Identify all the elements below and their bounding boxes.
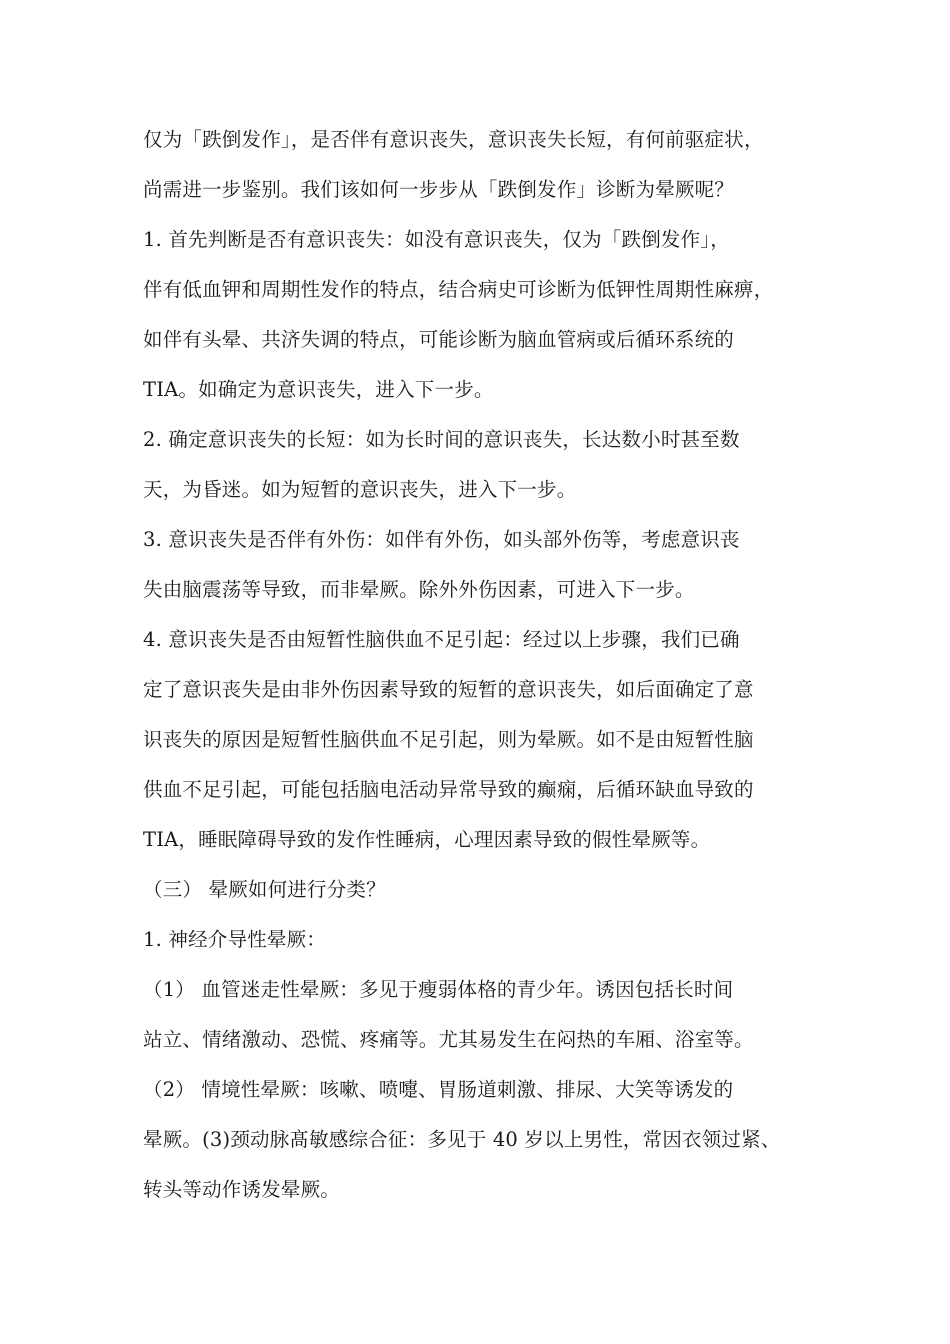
text-line: 站立、情绪激动、恐慌、疼痛等。尤其易发生在闷热的车厢、浴室等。	[143, 1028, 754, 1051]
text-line: 仅为「跌倒发作」，是否伴有意识丧失，意识丧失长短，有何前驱症状，	[143, 128, 764, 151]
text-line: 定了意识丧失是由非外伤因素导致的短暂的意识丧失，如后面确定了意	[143, 678, 754, 701]
text-line: 尚需进一步鉴别。我们该如何一步步从「跌倒发作」诊断为晕厥呢？	[143, 178, 735, 201]
text-line: TIA，睡眠障碍导致的发作性睡病，心理因素导致的假性晕厥等。	[143, 828, 711, 851]
text-line: 晕厥。(3)颈动脉髙敏感综合征：多见于 40 岁以上男性，常因衣领过紧、	[143, 1128, 781, 1151]
text-line: 如伴有头晕、共济失调的特点，可能诊断为脑血管病或后循环系统的	[143, 328, 735, 351]
text-line: 供血不足引起，可能包括脑电活动异常导致的癫痫，后循环缺血导致的	[143, 778, 754, 801]
section-heading: （三） 晕厥如何进行分类？	[143, 878, 386, 901]
list-item-step-1: 1. 首先判断是否有意识丧失：如没有意识丧失，仅为「跌倒发作」，	[143, 228, 730, 251]
list-item-sub-2: （2） 情境性晕厥：咳嗽、喷嚏、胃肠道刺激、排尿、大笑等诱发的	[143, 1078, 734, 1101]
list-item-step-3: 3. 意识丧失是否伴有外伤：如伴有外伤，如头部外伤等，考虑意识丧	[143, 528, 740, 551]
text-line: 天，为昏迷。如为短暂的意识丧失，进入下一步。	[143, 478, 577, 501]
text-line: TIA。如确定为意识丧失，进入下一步。	[143, 378, 494, 401]
text-line: 转头等动作诱发晕厥。	[143, 1178, 341, 1201]
list-item-sub-1: （1） 血管迷走性晕厥：多见于瘦弱体格的青少年。诱因包括长时间	[143, 978, 734, 1001]
list-item-step-2: 2. 确定意识丧失的长短：如为长时间的意识丧失，长达数小时甚至数	[143, 428, 740, 451]
subsection-heading: 1. 神经介导性晕厥：	[143, 928, 327, 951]
text-line: 识丧失的原因是短暂性脑供血不足引起，则为晕厥。如不是由短暂性脑	[143, 728, 754, 751]
text-line: 伴有低血钾和周期性发作的特点，结合病史可诊断为低钾性周期性麻痹，	[143, 278, 774, 301]
list-item-step-4: 4. 意识丧失是否由短暂性脑供血不足引起：经过以上步骤，我们已确	[143, 628, 740, 651]
text-line: 失由脑震荡等导致，而非晕厥。除外外伤因素，可进入下一步。	[143, 578, 695, 601]
